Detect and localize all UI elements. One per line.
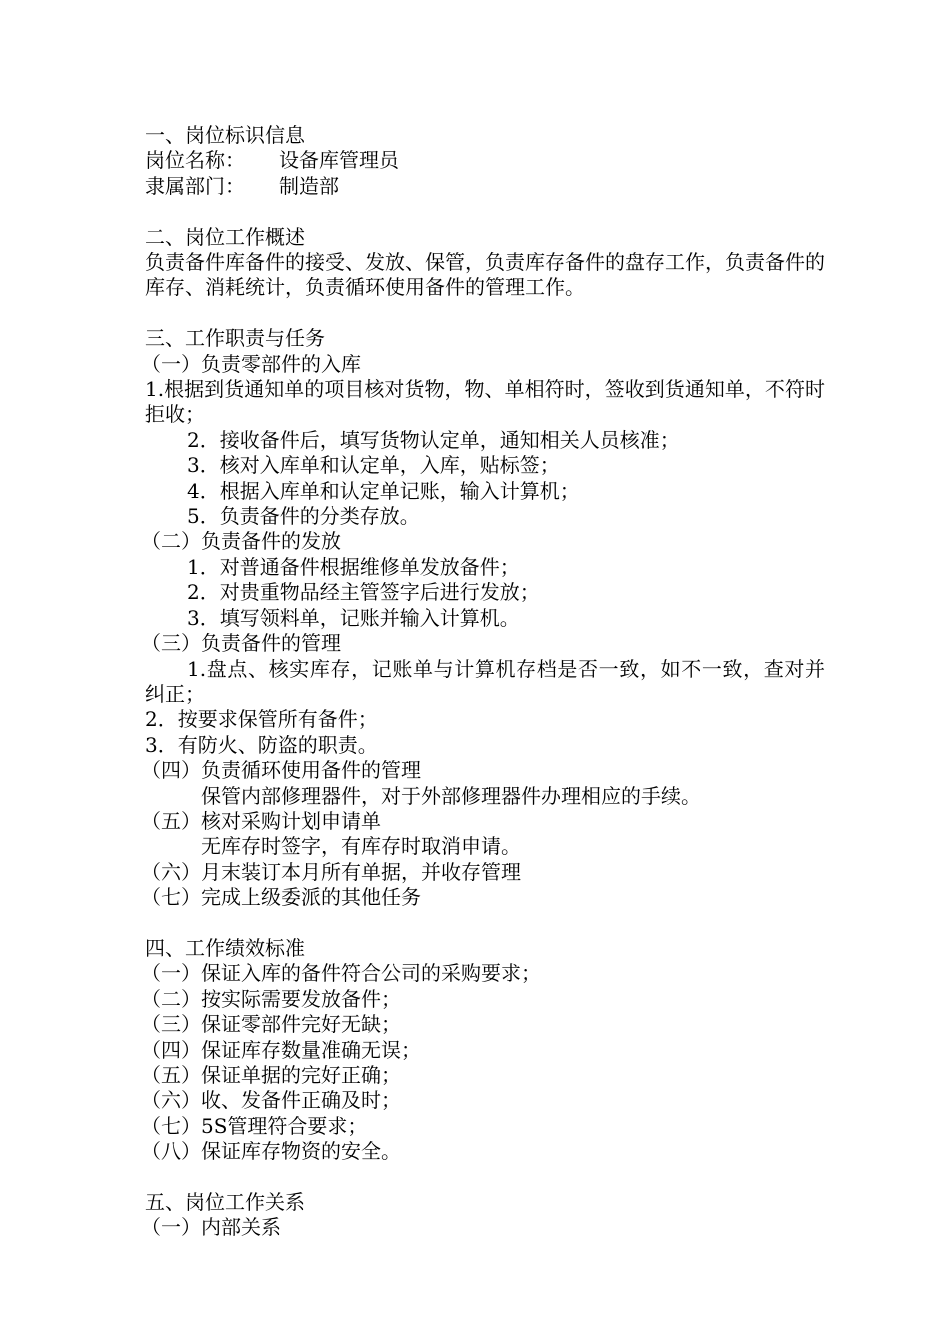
s3-group-7: （七）完成上级委派的其他任务 [141, 885, 421, 910]
post-name-row [145, 148, 825, 173]
s3-g1-item-2: 2．接收备件后，填写货物认定单，通知相关人员核准； [187, 427, 680, 452]
s3-g2-item-2: 2．对贵重物品经主管签字后进行发放； [187, 580, 540, 605]
s3-g1-item-4: 4．根据入库单和认定单记账，输入计算机； [187, 478, 580, 503]
section-2-title: 二、岗位工作概述 [145, 224, 305, 249]
s4-item: （一）保证入库的备件符合公司的采购要求； [141, 961, 541, 986]
s3-group-4-title: （四）负责循环使用备件的管理 [141, 758, 421, 783]
section-2-body: 负责备件库备件的接受、发放、保管，负责库存备件的盘存工作，负责备件的库存、消耗统计，负责循环使用备件的管理工作。 [145, 250, 825, 300]
s3-g1-item-5: 5．负责备件的分类存放。 [187, 504, 420, 529]
post-name-label: 岗位名称： [145, 148, 245, 173]
s3-group-2-title: （二）负责备件的发放 [141, 529, 341, 554]
s3-g2-item-1: 1．对普通备件根据维修单发放备件； [187, 554, 520, 579]
spacer [145, 199, 825, 224]
s3-g3-item-2: 2．按要求保管所有备件； [145, 707, 378, 732]
s3-g3-item-3: 3．有防火、防盗的职责。 [145, 732, 378, 757]
spacer [145, 911, 825, 936]
s3-group-5-title: （五）核对采购计划申请单 [141, 808, 381, 833]
document-body [141, 123, 825, 1241]
s4-item: （八）保证库存物资的安全。 [141, 1139, 401, 1164]
s3-group-3-title: （三）负责备件的管理 [141, 631, 341, 656]
s3-g1-item-1: 1.根据到货通知单的项目核对货物，物、单相符时，签收到货通知单，不符时拒收； [145, 377, 825, 427]
s4-item: （六）收、发备件正确及时； [141, 1088, 401, 1113]
s3-g2-item-3: 3．填写领料单，记账并输入计算机。 [187, 605, 520, 630]
s4-item: （三）保证零部件完好无缺； [141, 1012, 401, 1037]
post-name-value: 设备库管理员 [279, 148, 399, 173]
spacer [145, 1165, 825, 1190]
s4-item: （四）保证库存数量准确无误； [141, 1037, 421, 1062]
spacer [145, 301, 825, 326]
section-5-title: 五、岗位工作关系 [145, 1190, 305, 1214]
dept-value: 制造部 [279, 173, 339, 198]
s3-group-1-title: （一）负责零部件的入库 [141, 351, 361, 376]
s4-item: （七）5S管理符合要求； [141, 1113, 368, 1138]
s3-group-6: （六）月末装订本月所有单据，并收存管理 [141, 859, 521, 884]
section-3-title: 三、工作职责与任务 [145, 326, 325, 351]
s3-g4-text: 保管内部修理器件，对于外部修理器件办理相应的手续。 [201, 783, 701, 808]
s4-item: （五）保证单据的完好正确； [141, 1062, 401, 1087]
dept-row [145, 174, 825, 199]
dept-label: 隶属部门： [145, 173, 245, 198]
s5-group-1-title: （一）内部关系 [141, 1215, 281, 1240]
section-4-title: 四、工作绩效标准 [145, 935, 305, 960]
s4-item: （二）按实际需要发放备件； [141, 986, 401, 1011]
s3-g5-text: 无库存时签字，有库存时取消申请。 [201, 834, 521, 859]
s3-g3-item-1: 1.盘点、核实库存，记账单与计算机存档是否一致，如不一致，查对并纠正； [145, 656, 825, 706]
section-1-title: 一、岗位标识信息 [145, 123, 305, 147]
s3-g1-item-3: 3．核对入库单和认定单，入库，贴标签； [187, 453, 560, 478]
